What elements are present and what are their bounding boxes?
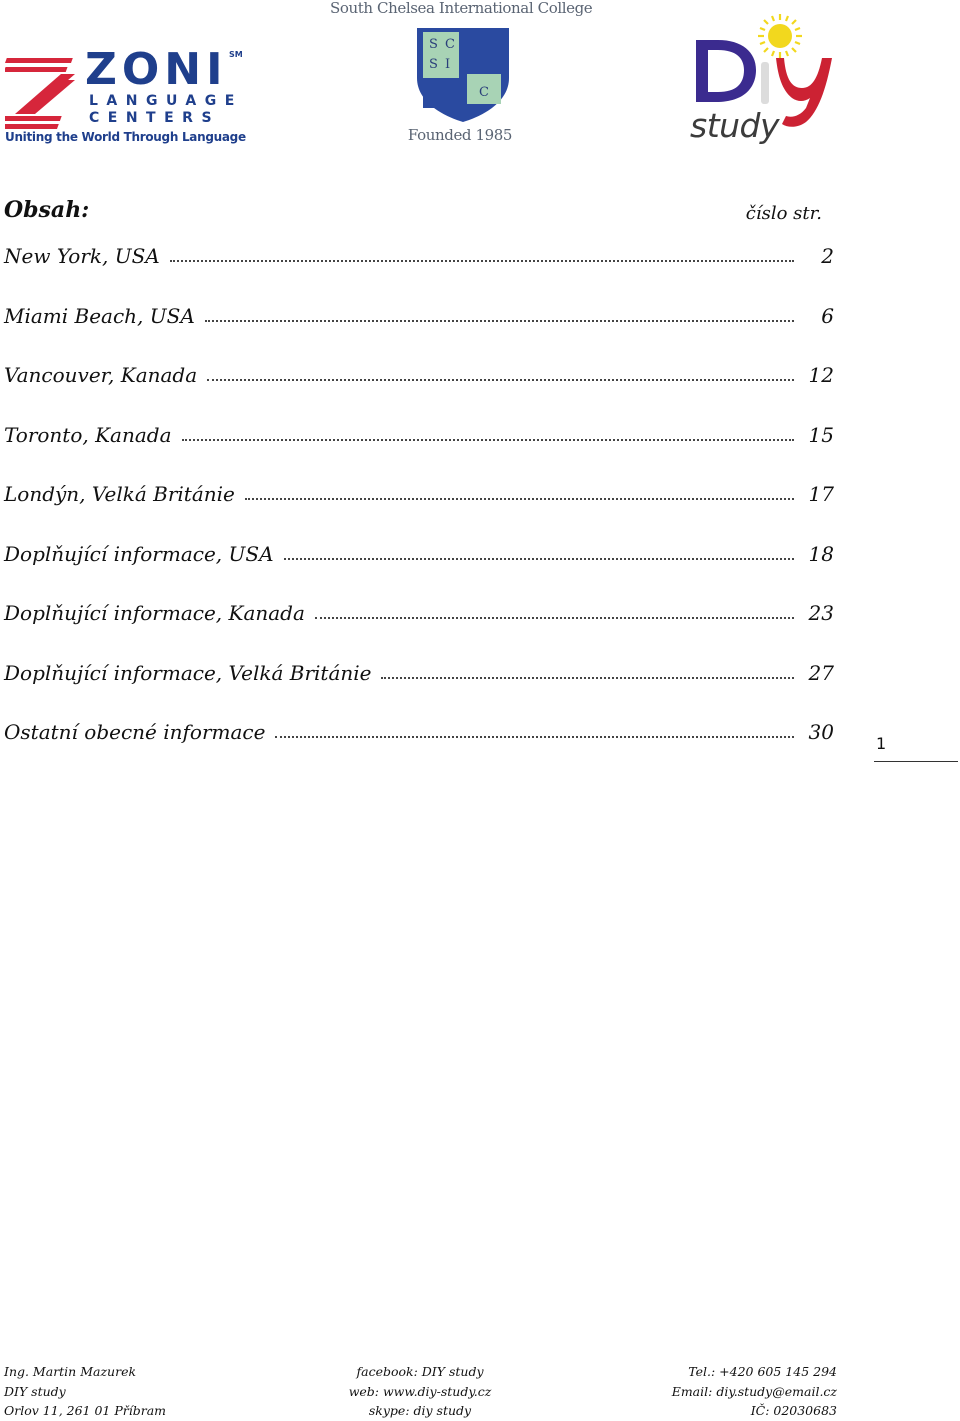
toc-entry-page: 2 bbox=[821, 244, 834, 268]
college-logo bbox=[330, 0, 593, 150]
crest-letter-i: I bbox=[445, 57, 451, 72]
toc-entry-label: New York, USA bbox=[4, 244, 160, 268]
footer-contact-details bbox=[672, 1362, 837, 1421]
toc-entry-page: 12 bbox=[808, 363, 834, 387]
crest-letter-s2: S bbox=[429, 57, 438, 72]
header-logos bbox=[0, 0, 960, 160]
toc-entry-label: Doplňující informace, Kanada bbox=[4, 601, 305, 625]
crest-letter-s1: S bbox=[429, 37, 438, 52]
crest-letter-c2: C bbox=[479, 85, 489, 100]
toc-leader-dots bbox=[284, 538, 794, 560]
diy-study-logo bbox=[688, 10, 838, 150]
footer-company-id: IČ: 02030683 bbox=[750, 1403, 837, 1418]
toc-entry bbox=[4, 478, 834, 538]
page-number: 1 bbox=[876, 734, 887, 753]
diy-study-text: study bbox=[690, 106, 780, 145]
toc-leader-dots bbox=[245, 478, 794, 500]
footer-skype: skype: diy study bbox=[368, 1403, 472, 1418]
toc-entry bbox=[4, 419, 834, 479]
crest-letter-c1: C bbox=[445, 37, 455, 52]
footer-online bbox=[330, 1362, 510, 1421]
toc-entry bbox=[4, 716, 834, 776]
toc-entry-label: Toronto, Kanada bbox=[4, 422, 172, 447]
footer-contact-name bbox=[4, 1362, 166, 1421]
toc-entry bbox=[4, 240, 834, 300]
zoni-z-mark bbox=[5, 52, 79, 132]
footer-person: Ing. Martin Mazurek bbox=[4, 1364, 137, 1379]
toc-entry-page: 23 bbox=[808, 601, 834, 625]
zoni-wordmark: ZONI bbox=[85, 44, 228, 95]
college-founded: Founded 1985 bbox=[407, 126, 513, 144]
toc-title: Obsah: bbox=[4, 197, 90, 223]
toc-entry-page: 15 bbox=[808, 422, 834, 447]
sun-icon bbox=[758, 14, 802, 58]
toc-entry bbox=[4, 359, 834, 419]
toc-entry-label: Doplňující informace, Velká Británie bbox=[4, 660, 372, 685]
page-number-rule bbox=[874, 761, 958, 762]
zoni-service-mark: SM bbox=[229, 50, 243, 59]
footer-email: Email: diy.study@email.cz bbox=[671, 1383, 837, 1399]
toc-entry bbox=[4, 597, 834, 657]
table-of-contents bbox=[4, 240, 834, 776]
toc-entry-page: 17 bbox=[808, 482, 834, 506]
toc-entry-label: Londýn, Velká Británie bbox=[4, 482, 235, 506]
toc-leader-dots bbox=[207, 359, 794, 381]
toc-entry bbox=[4, 300, 834, 360]
toc-entry-label: Miami Beach, USA bbox=[4, 303, 195, 328]
college-crest-icon bbox=[413, 24, 513, 124]
toc-entry-page: 18 bbox=[808, 541, 834, 566]
zoni-logo bbox=[5, 44, 246, 148]
toc-entry bbox=[4, 657, 834, 717]
toc-leader-dots bbox=[182, 419, 795, 441]
toc-header bbox=[4, 197, 834, 229]
toc-entry-label: Vancouver, Kanada bbox=[4, 363, 198, 387]
footer-phone: Tel.: +420 605 145 294 bbox=[688, 1364, 837, 1379]
toc-entry-label: Ostatní obecné informace bbox=[4, 720, 266, 744]
footer-company: DIY study bbox=[4, 1383, 66, 1399]
toc-entry bbox=[4, 538, 834, 598]
footer-facebook: facebook: DIY study bbox=[356, 1364, 484, 1379]
zoni-tagline: Uniting the World Through Language bbox=[5, 130, 246, 144]
toc-entry-label: Doplňující informace, USA bbox=[4, 541, 274, 566]
toc-leader-dots bbox=[170, 240, 794, 262]
toc-entry-page: 27 bbox=[808, 660, 834, 685]
footer-address: Orlov 11, 261 01 Příbram bbox=[4, 1403, 167, 1418]
toc-leader-dots bbox=[315, 597, 794, 619]
college-name: South Chelsea International College bbox=[330, 0, 593, 17]
zoni-centers: CENTERS bbox=[89, 110, 221, 126]
toc-page-column-header: číslo str. bbox=[745, 203, 822, 224]
toc-entry-page: 30 bbox=[808, 720, 834, 744]
footer bbox=[0, 1362, 960, 1419]
toc-entry-page: 6 bbox=[821, 303, 834, 328]
footer-web: web: www.diy-study.cz bbox=[348, 1383, 492, 1399]
zoni-language: LANGUAGE bbox=[89, 93, 243, 109]
toc-leader-dots bbox=[275, 716, 794, 738]
toc-leader-dots bbox=[381, 657, 794, 679]
toc-leader-dots bbox=[205, 300, 794, 322]
